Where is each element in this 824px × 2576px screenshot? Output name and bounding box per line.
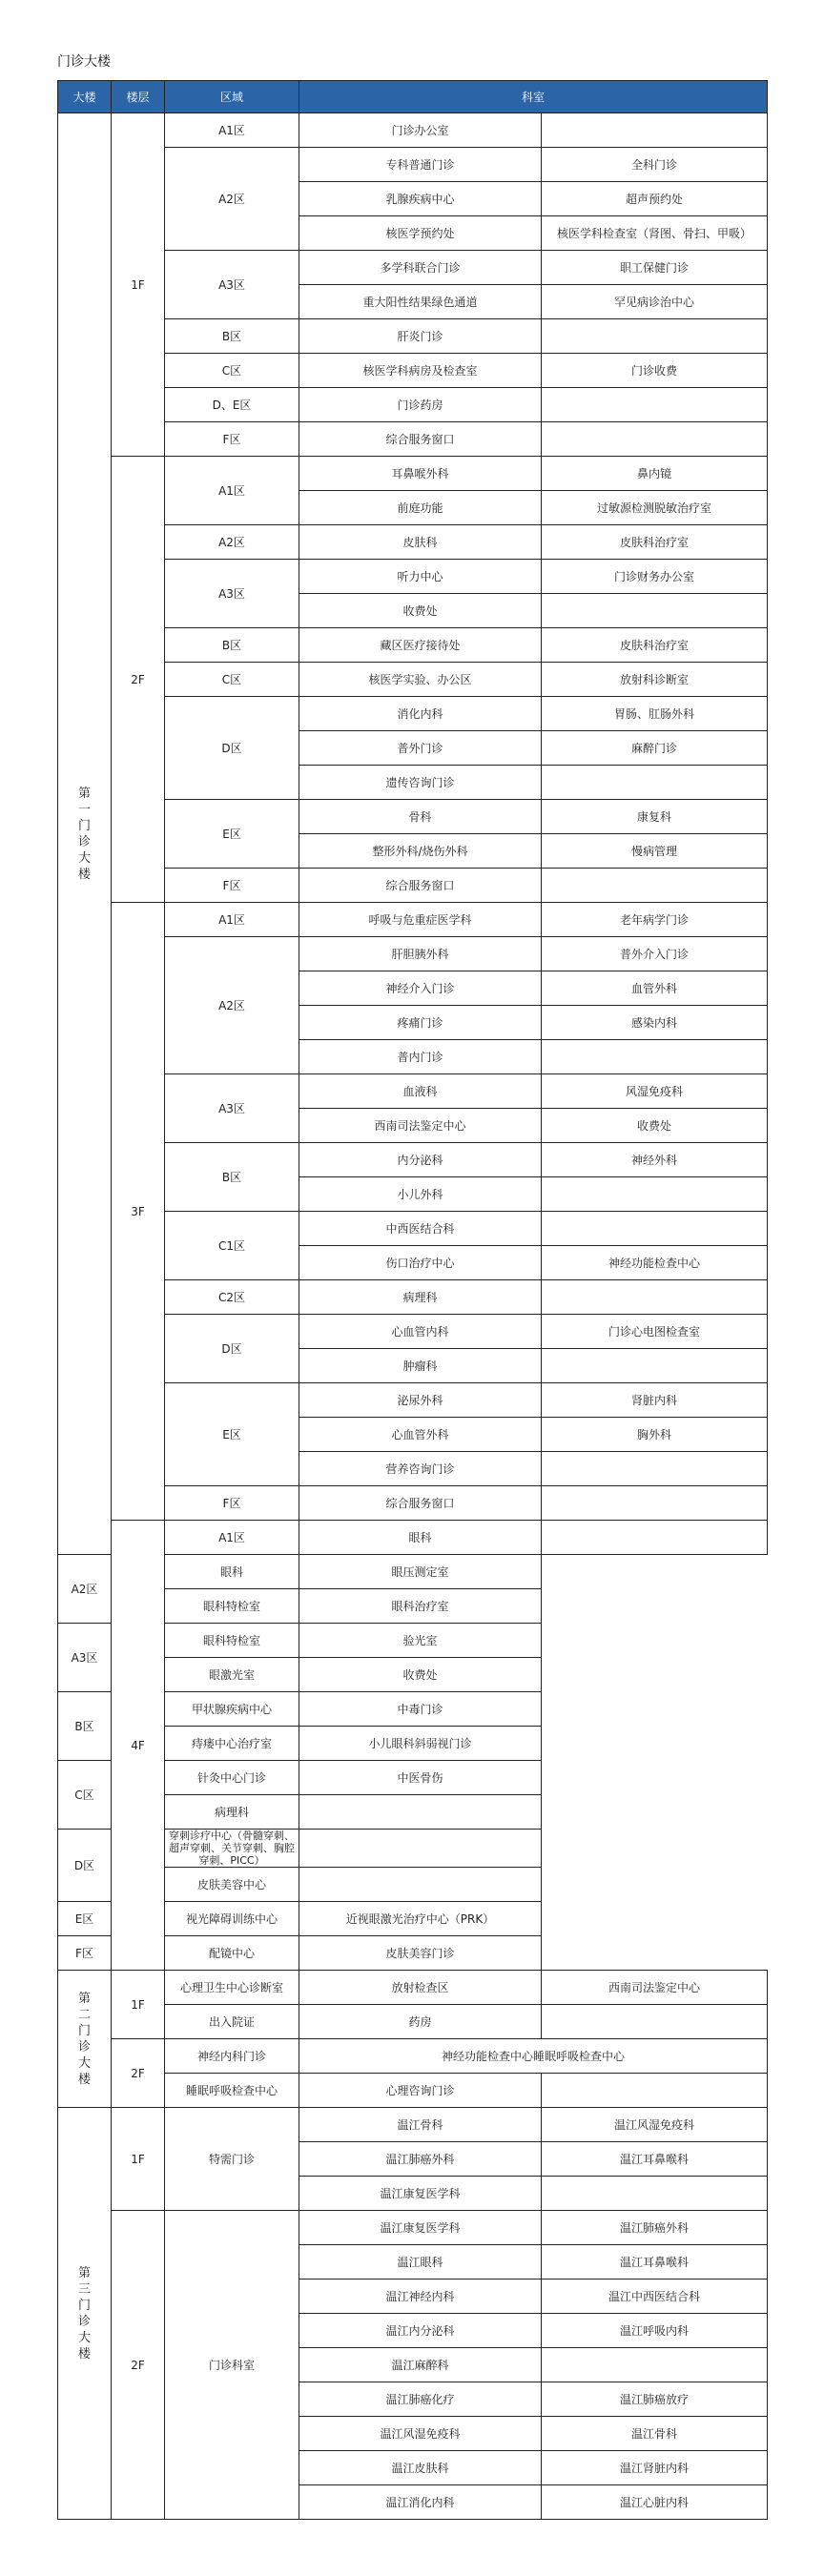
department-cell: 眼压测定室 xyxy=(299,1555,542,1589)
zone-cell: A1区 xyxy=(165,113,299,148)
department-cell: 门诊办公室 xyxy=(299,113,542,148)
department-cell: 风湿免疫科 xyxy=(542,1074,768,1109)
department-cell xyxy=(542,2005,768,2039)
department-cell: 温江骨科 xyxy=(542,2417,768,2451)
department-cell: 放射科诊断室 xyxy=(542,663,768,697)
department-cell: 综合服务窗口 xyxy=(299,422,542,457)
department-cell: 中医骨伤 xyxy=(299,1761,542,1795)
table-row xyxy=(58,2108,768,2142)
department-cell: 温江中西医结合科 xyxy=(542,2280,768,2314)
department-cell: 温江肺癌外科 xyxy=(299,2142,542,2177)
department-cell: 专科普通门诊 xyxy=(299,148,542,182)
table-row xyxy=(58,2211,768,2245)
floor-cell: 2F xyxy=(112,2039,165,2108)
department-cell: 皮肤科治疗室 xyxy=(542,525,768,560)
department-cell: 温江眼科 xyxy=(299,2245,542,2280)
department-cell: 乳腺疾病中心 xyxy=(299,182,542,216)
department-cell: 西南司法鉴定中心 xyxy=(542,1971,768,2005)
department-cell: 针灸中心门诊 xyxy=(165,1761,299,1795)
department-cell: 普外介入门诊 xyxy=(542,937,768,971)
zone-cell: A2区 xyxy=(58,1555,112,1624)
department-cell: 综合服务窗口 xyxy=(299,869,542,903)
department-cell: 内分泌科 xyxy=(299,1143,542,1177)
zone-cell: A2区 xyxy=(165,148,299,251)
zone-cell: E区 xyxy=(165,800,299,869)
department-cell: 温江康复医学科 xyxy=(299,2211,542,2245)
floor-cell: 2F xyxy=(112,2211,165,2520)
department-cell: 皮肤美容门诊 xyxy=(299,1936,542,1971)
building-cell: 第 三 门 诊 大 楼 xyxy=(58,2108,112,2520)
table-row xyxy=(58,628,768,663)
table-row xyxy=(58,1486,768,1521)
department-cell: 鼻内镜 xyxy=(542,457,768,491)
table-row xyxy=(58,354,768,388)
table-row xyxy=(58,1589,768,1624)
department-cell: 验光室 xyxy=(299,1624,542,1658)
header-zone: 区域 xyxy=(165,81,299,113)
department-cell: 血液科 xyxy=(299,1074,542,1109)
department-cell: 温江骨科 xyxy=(299,2108,542,2142)
department-cell: 温江肾脏内科 xyxy=(542,2451,768,2485)
table-row xyxy=(58,1795,768,1830)
table-row xyxy=(58,1658,768,1692)
floor-cell: 1F xyxy=(112,113,165,457)
department-cell: 疼痛门诊 xyxy=(299,1006,542,1040)
department-cell: 心血管内科 xyxy=(299,1315,542,1349)
department-cell: 遗传咨询门诊 xyxy=(299,766,542,800)
department-cell: 骨科 xyxy=(299,800,542,834)
zone-cell: A1区 xyxy=(165,903,299,937)
department-cell: 温江肺癌放疗 xyxy=(542,2382,768,2417)
department-cell: 收费处 xyxy=(542,1109,768,1143)
department-cell: 整形外科/烧伤外科 xyxy=(299,834,542,869)
department-cell: 近视眼激光治疗中心（PRK） xyxy=(299,1902,542,1936)
department-cell: 听力中心 xyxy=(299,560,542,594)
floor-cell: 3F xyxy=(112,903,165,1521)
department-cell: 眼科 xyxy=(165,1555,299,1589)
table-row xyxy=(58,1692,768,1727)
building-cell: 第 一 门 诊 大 楼 xyxy=(58,113,112,1555)
zone-cell: D区 xyxy=(165,1315,299,1383)
zone-cell: C区 xyxy=(58,1761,112,1830)
department-cell xyxy=(542,2177,768,2211)
zone-cell: F区 xyxy=(165,869,299,903)
department-cell: 温江内分泌科 xyxy=(299,2314,542,2348)
department-cell: 中毒门诊 xyxy=(299,1692,542,1727)
zone-cell: D区 xyxy=(165,697,299,800)
floor-cell: 4F xyxy=(112,1521,165,1971)
department-cell: 核医学科病房及检查室 xyxy=(299,354,542,388)
table-row xyxy=(58,457,768,491)
department-cell: 耳鼻喉外科 xyxy=(299,457,542,491)
zone-cell: F区 xyxy=(165,1486,299,1521)
department-cell: 伤口治疗中心 xyxy=(299,1246,542,1280)
department-directory-table xyxy=(57,80,768,2520)
department-cell: 胃肠、肛肠外科 xyxy=(542,697,768,731)
table-header-row xyxy=(58,81,768,113)
department-cell: 痔瘘中心治疗室 xyxy=(165,1727,299,1761)
department-cell: 罕见病诊治中心 xyxy=(542,285,768,319)
header-building: 大楼 xyxy=(58,81,112,113)
table-row xyxy=(58,2039,768,2074)
department-cell: 超声预约处 xyxy=(542,182,768,216)
department-cell: 职工保健门诊 xyxy=(542,251,768,285)
department-cell xyxy=(542,1521,768,1555)
department-cell: 过敏源检测脱敏治疗室 xyxy=(542,491,768,525)
department-cell: 温江风湿免疫科 xyxy=(299,2417,542,2451)
table-row xyxy=(58,1521,768,1555)
department-cell: 门诊心电图检查室 xyxy=(542,1315,768,1349)
department-cell: 肝炎门诊 xyxy=(299,319,542,354)
department-cell xyxy=(542,2348,768,2382)
department-cell: 门诊药房 xyxy=(299,388,542,422)
department-cell: 病理科 xyxy=(299,1280,542,1315)
department-cell: 营养咨询门诊 xyxy=(299,1452,542,1486)
table-row xyxy=(58,251,768,285)
department-cell: 感染内科 xyxy=(542,1006,768,1040)
zone-cell: A2区 xyxy=(165,937,299,1074)
zone-cell: 特需门诊 xyxy=(165,2108,299,2211)
zone-cell: B区 xyxy=(165,1143,299,1212)
department-cell: 眼科 xyxy=(299,1521,542,1555)
department-cell: 前庭功能 xyxy=(299,491,542,525)
zone-cell: C1区 xyxy=(165,1212,299,1280)
department-cell: 麻醉门诊 xyxy=(542,731,768,766)
zone-cell: 睡眠呼吸检查中心 xyxy=(165,2074,299,2108)
table-row xyxy=(58,697,768,731)
department-cell: 温江麻醉科 xyxy=(299,2348,542,2382)
department-cell: 中西医结合科 xyxy=(299,1212,542,1246)
department-cell: 消化内科 xyxy=(299,697,542,731)
department-cell: 穿刺诊疗中心（骨髓穿刺、超声穿刺、关节穿刺、胸腔穿刺、PICC） xyxy=(165,1830,299,1868)
department-cell: 重大阳性结果绿色通道 xyxy=(299,285,542,319)
department-cell: 视光障碍训练中心 xyxy=(165,1902,299,1936)
department-cell xyxy=(299,1830,542,1868)
department-cell: 温江肺癌外科 xyxy=(542,2211,768,2245)
table-row xyxy=(58,1143,768,1177)
table-row xyxy=(58,560,768,594)
zone-cell: A1区 xyxy=(165,457,299,525)
zone-cell: 门诊科室 xyxy=(165,2211,299,2520)
department-cell: 门诊财务办公室 xyxy=(542,560,768,594)
department-cell: 温江肺癌化疗 xyxy=(299,2382,542,2417)
table-row xyxy=(58,388,768,422)
department-cell xyxy=(542,869,768,903)
department-cell xyxy=(542,388,768,422)
table-row xyxy=(58,319,768,354)
department-cell: 核医学实验、办公区 xyxy=(299,663,542,697)
department-cell xyxy=(542,319,768,354)
department-cell: 温江呼吸内科 xyxy=(542,2314,768,2348)
zone-cell: E区 xyxy=(58,1902,112,1936)
department-cell: 温江耳鼻喉科 xyxy=(542,2142,768,2177)
floor-cell: 1F xyxy=(112,2108,165,2211)
department-cell: 小儿眼科斜弱视门诊 xyxy=(299,1727,542,1761)
department-cell xyxy=(542,2074,768,2108)
department-cell: 神经功能检查中心 xyxy=(542,1246,768,1280)
table-row xyxy=(58,1902,768,1936)
department-cell: 康复科 xyxy=(542,800,768,834)
zone-cell: 出入院证 xyxy=(165,2005,299,2039)
department-cell xyxy=(542,594,768,628)
department-cell: 温江消化内科 xyxy=(299,2485,542,2520)
zone-cell: A2区 xyxy=(165,525,299,560)
zone-cell: C区 xyxy=(165,354,299,388)
table-row xyxy=(58,525,768,560)
table-row xyxy=(58,1212,768,1246)
zone-cell: A3区 xyxy=(165,1074,299,1143)
department-cell: 配镜中心 xyxy=(165,1936,299,1971)
department-cell xyxy=(542,1349,768,1383)
department-cell: 眼科治疗室 xyxy=(299,1589,542,1624)
table-row xyxy=(58,2074,768,2108)
building-cell: 第 二 门 诊 大 楼 xyxy=(58,1971,112,2108)
zone-cell: C区 xyxy=(165,663,299,697)
table-row xyxy=(58,1936,768,1971)
table-row xyxy=(58,2005,768,2039)
table-row xyxy=(58,800,768,834)
table-row xyxy=(58,869,768,903)
department-cell: 温江耳鼻喉科 xyxy=(542,2245,768,2280)
department-cell: 综合服务窗口 xyxy=(299,1486,542,1521)
department-cell: 肿瘤科 xyxy=(299,1349,542,1383)
department-cell: 神经介入门诊 xyxy=(299,971,542,1006)
department-cell: 药房 xyxy=(299,2005,542,2039)
table-row xyxy=(58,1315,768,1349)
department-cell: 温江神经内科 xyxy=(299,2280,542,2314)
department-cell: 温江心脏内科 xyxy=(542,2485,768,2520)
table-body xyxy=(58,113,768,2520)
department-cell: 心血管外科 xyxy=(299,1418,542,1452)
department-cell: 泌尿外科 xyxy=(299,1383,542,1418)
department-cell: 神经外科 xyxy=(542,1143,768,1177)
zone-cell: F区 xyxy=(165,422,299,457)
table-row xyxy=(58,422,768,457)
floor-cell: 1F xyxy=(112,1971,165,2039)
table-row xyxy=(58,1868,768,1902)
zone-cell: A1区 xyxy=(165,1521,299,1555)
department-cell: 心理咨询门诊 xyxy=(299,2074,542,2108)
department-cell: 胸外科 xyxy=(542,1418,768,1452)
department-cell xyxy=(542,766,768,800)
zone-cell: E区 xyxy=(165,1383,299,1486)
page-title: 门诊大楼 xyxy=(57,54,111,70)
department-cell xyxy=(542,113,768,148)
zone-cell: A3区 xyxy=(58,1624,112,1692)
department-cell: 温江康复医学科 xyxy=(299,2177,542,2211)
department-cell xyxy=(542,1040,768,1074)
department-cell: 甲状腺疾病中心 xyxy=(165,1692,299,1727)
header-department: 科室 xyxy=(299,81,768,113)
department-cell: 收费处 xyxy=(299,1658,542,1692)
department-cell: 核医学科检查室（肾图、骨扫、甲吸） xyxy=(542,216,768,251)
table-row xyxy=(58,1727,768,1761)
department-cell: 小儿外科 xyxy=(299,1177,542,1212)
table-row xyxy=(58,148,768,182)
department-cell: 皮肤科 xyxy=(299,525,542,560)
department-cell: 普内门诊 xyxy=(299,1040,542,1074)
zone-cell: D区 xyxy=(58,1830,112,1902)
department-cell: 眼科特检室 xyxy=(165,1624,299,1658)
department-cell: 核医学预约处 xyxy=(299,216,542,251)
department-cell xyxy=(299,1868,542,1902)
department-cell: 全科门诊 xyxy=(542,148,768,182)
department-cell: 肾脏内科 xyxy=(542,1383,768,1418)
table-row xyxy=(58,1280,768,1315)
department-cell xyxy=(542,1280,768,1315)
table-row xyxy=(58,1074,768,1109)
table-row xyxy=(58,903,768,937)
department-cell: 温江皮肤科 xyxy=(299,2451,542,2485)
zone-cell: C2区 xyxy=(165,1280,299,1315)
department-cell: 老年病学门诊 xyxy=(542,903,768,937)
department-cell: 慢病管理 xyxy=(542,834,768,869)
department-cell: 放射检查区 xyxy=(299,1971,542,2005)
table-row xyxy=(58,1971,768,2005)
zone-cell: B区 xyxy=(58,1692,112,1761)
department-cell xyxy=(542,422,768,457)
department-cell: 门诊收费 xyxy=(542,354,768,388)
department-cell: 呼吸与危重症医学科 xyxy=(299,903,542,937)
table-row xyxy=(58,937,768,971)
department-cell: 血管外科 xyxy=(542,971,768,1006)
department-cell: 神经功能检查中心睡眠呼吸检查中心 xyxy=(299,2039,768,2074)
department-cell: 藏区医疗接待处 xyxy=(299,628,542,663)
department-cell: 眼激光室 xyxy=(165,1658,299,1692)
table-row xyxy=(58,1761,768,1795)
department-cell: 收费处 xyxy=(299,594,542,628)
department-cell: 皮肤美容中心 xyxy=(165,1868,299,1902)
table-row xyxy=(58,1830,768,1868)
zone-cell: 心理卫生中心诊断室 xyxy=(165,1971,299,2005)
department-cell: 普外门诊 xyxy=(299,731,542,766)
department-cell xyxy=(542,1212,768,1246)
department-cell xyxy=(299,1795,542,1830)
header-floor: 楼层 xyxy=(112,81,165,113)
table-row xyxy=(58,663,768,697)
department-cell: 病理科 xyxy=(165,1795,299,1830)
zone-cell: D、E区 xyxy=(165,388,299,422)
zone-cell: A3区 xyxy=(165,251,299,319)
floor-cell: 2F xyxy=(112,457,165,903)
zone-cell: B区 xyxy=(165,319,299,354)
table-row xyxy=(58,1383,768,1418)
department-cell: 多学科联合门诊 xyxy=(299,251,542,285)
table-row xyxy=(58,1624,768,1658)
zone-cell: F区 xyxy=(58,1936,112,1971)
department-cell xyxy=(542,1452,768,1486)
department-cell xyxy=(542,1177,768,1212)
department-cell: 肝胆胰外科 xyxy=(299,937,542,971)
department-cell: 眼科特检室 xyxy=(165,1589,299,1624)
department-cell: 温江风湿免疫科 xyxy=(542,2108,768,2142)
zone-cell: B区 xyxy=(165,628,299,663)
zone-cell: 神经内科门诊 xyxy=(165,2039,299,2074)
table-row xyxy=(58,113,768,148)
table-row xyxy=(58,1555,768,1589)
department-cell: 皮肤科治疗室 xyxy=(542,628,768,663)
zone-cell: A3区 xyxy=(165,560,299,628)
department-cell xyxy=(542,1486,768,1521)
department-cell: 西南司法鉴定中心 xyxy=(299,1109,542,1143)
